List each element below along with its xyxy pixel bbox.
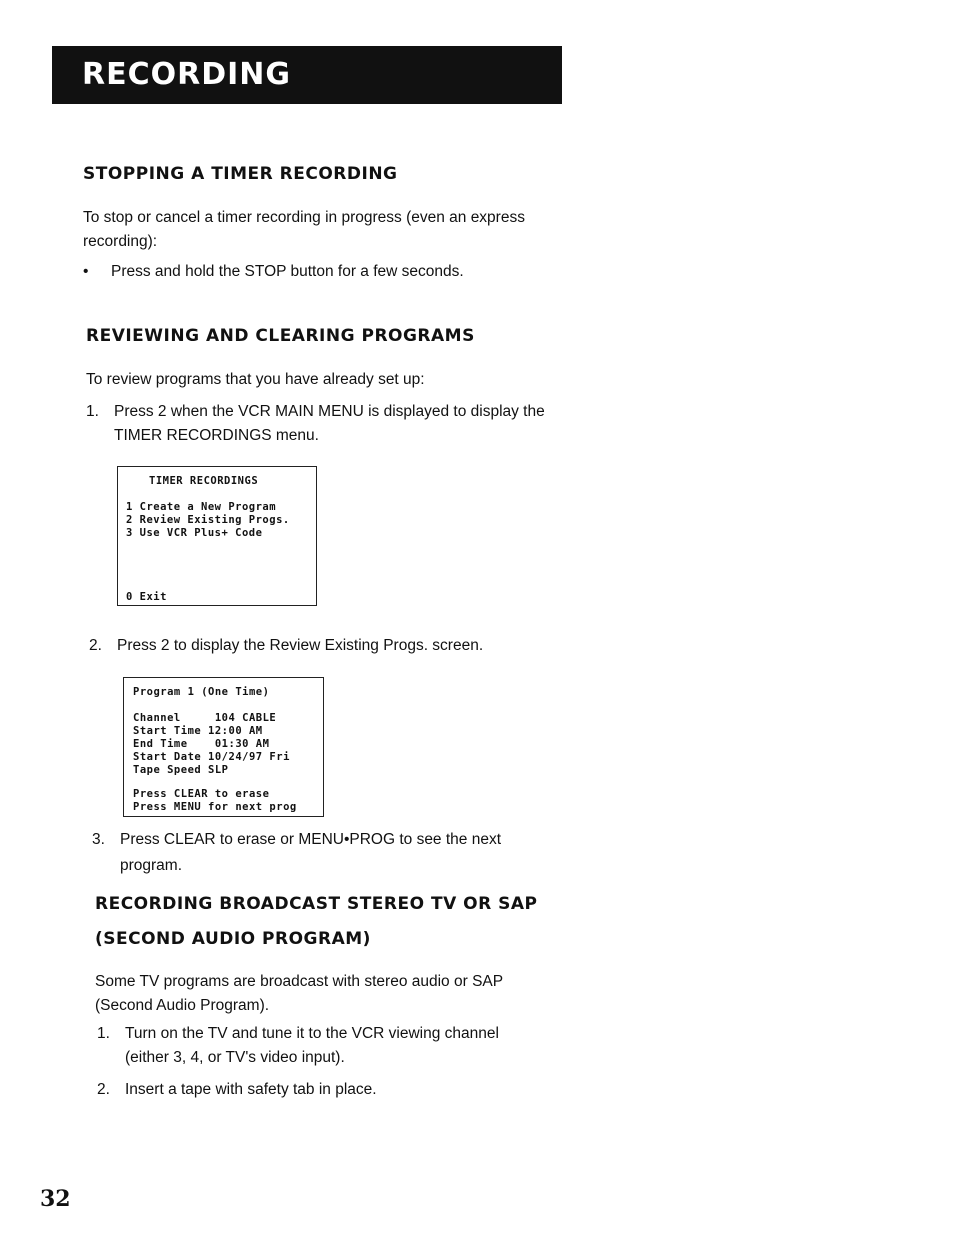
- step-text-line-2: (either 3, 4, or TV's video input).: [125, 1049, 345, 1066]
- list-item-step-2: [97, 1078, 557, 1102]
- screen-title: TIMER RECORDINGS: [149, 475, 259, 487]
- review-program-screen: [123, 677, 324, 817]
- program-row-end-time: End Time 01:30 AM: [133, 738, 270, 750]
- step-text-line-1: Press CLEAR to erase or MENU•PROG to see the next: [120, 831, 502, 848]
- program-row-channel: Channel 104 CABLE: [133, 712, 277, 724]
- program-row-start-date: Start Date 10/24/97 Fri: [133, 751, 290, 763]
- menu-option-exit: 0 Exit: [126, 591, 167, 603]
- step-text-line-1: Press 2 to display the Review Existing Progs. screen.: [117, 637, 484, 654]
- step-text-line-2: program.: [120, 857, 183, 874]
- paragraph-sap-intro-2: (Second Audio Program).: [95, 997, 270, 1014]
- menu-option-create: 1 Create a New Program: [126, 501, 277, 513]
- step-text-line-1: Press 2 when the VCR MAIN MENU is displayed to display the: [114, 403, 545, 420]
- step-number: 1.: [86, 403, 99, 420]
- bullet-item: [83, 260, 543, 284]
- paragraph-stop-intro-1: To stop or cancel a timer recording in progress (even an express: [83, 209, 525, 226]
- program-row-tape-speed: Tape Speed SLP: [133, 764, 229, 776]
- section-banner: RECORDING: [52, 46, 562, 104]
- list-item-step-1: [97, 1022, 557, 1070]
- step-number: 3.: [92, 831, 105, 848]
- screen-title: Program 1 (One Time): [133, 686, 270, 698]
- program-row-start-time: Start Time 12:00 AM: [133, 725, 263, 737]
- heading-reviewing-clearing: REVIEWING AND CLEARING PROGRAMS: [86, 326, 475, 346]
- screen-footer-menu: Press MENU for next prog: [133, 801, 297, 813]
- heading-stereo-sap-line-2: (SECOND AUDIO PROGRAM): [95, 929, 371, 949]
- page-number: 32: [40, 1186, 71, 1212]
- list-item-step-3: [92, 828, 552, 876]
- step-text-line-1: Insert a tape with safety tab in place.: [125, 1081, 377, 1098]
- menu-option-vcrplus: 3 Use VCR Plus+ Code: [126, 527, 263, 539]
- paragraph-review-intro: To review programs that you have already set up:: [86, 371, 425, 388]
- bullet-text: Press and hold the STOP button for a few seconds.: [111, 263, 464, 280]
- bullet-mark: •: [83, 263, 89, 280]
- heading-stereo-sap-line-1: RECORDING BROADCAST STEREO TV OR SAP: [95, 894, 538, 914]
- step-number: 2.: [97, 1081, 110, 1098]
- step-text-line-2: TIMER RECORDINGS menu.: [114, 427, 319, 444]
- step-text-line-1: Turn on the TV and tune it to the VCR viewing channel: [125, 1025, 499, 1042]
- list-item-step-1: [86, 400, 566, 448]
- step-number: 2.: [89, 637, 102, 654]
- menu-option-review: 2 Review Existing Progs.: [126, 514, 290, 526]
- paragraph-sap-intro-1: Some TV programs are broadcast with stereo audio or SAP: [95, 973, 504, 990]
- heading-stopping-timer-recording: STOPPING A TIMER RECORDING: [83, 164, 398, 184]
- timer-recordings-screen: [117, 466, 317, 606]
- step-number: 1.: [97, 1025, 110, 1042]
- paragraph-stop-intro-2: recording):: [83, 233, 158, 250]
- screen-footer-clear: Press CLEAR to erase: [133, 788, 270, 800]
- list-item-step-2: [89, 634, 549, 658]
